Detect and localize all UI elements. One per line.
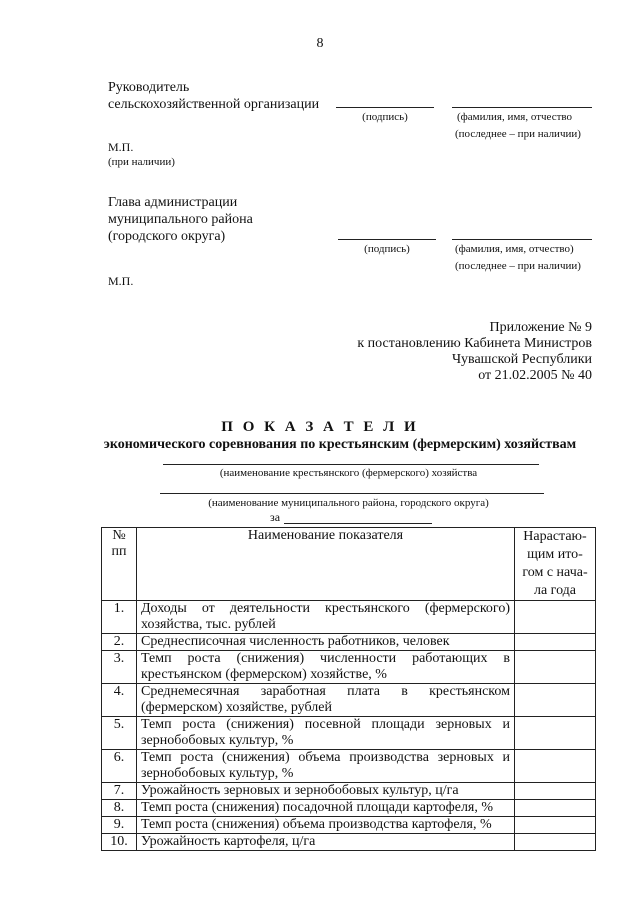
- indicator-name: Доходы от деятельности крестьянского (фермерского) хозяйства, тыс. рублей: [137, 601, 515, 634]
- page-number: 8: [316, 36, 324, 51]
- document-title: П О К А З А Т Е Л И: [221, 419, 419, 435]
- admin-title-line3: (городского округа): [108, 229, 226, 244]
- signature-line: [336, 107, 434, 108]
- signature-caption: (подпись): [362, 111, 408, 123]
- appendix-line4: от 21.02.2005 № 40: [478, 368, 592, 383]
- row-number: 2.: [102, 634, 137, 651]
- name-caption-line1: (фамилия, имя, отчество: [457, 111, 573, 123]
- table-header-row: [102, 528, 596, 601]
- appendix-line2: к постановлению Кабинета Министров: [357, 336, 592, 351]
- head-title-line2: сельскохозяйственной организации: [108, 97, 320, 112]
- indicator-name: Среднесписочная численность работников, человек: [137, 634, 515, 651]
- name-line: [452, 239, 592, 240]
- stamp-label: М.П.: [108, 274, 134, 288]
- indicator-name: Среднемесячная заработная плата в крестьянском (фермерском) хозяйстве, рублей: [137, 684, 515, 717]
- table-row: [102, 800, 596, 817]
- indicator-value-cell[interactable]: [515, 834, 596, 851]
- table-row: [102, 817, 596, 834]
- header-num-line2: пп: [111, 544, 127, 559]
- table-row: [102, 601, 596, 634]
- farm-name-caption: (наименование крестьянского (фермерского) хозяйства: [219, 467, 478, 479]
- row-number: 10.: [102, 834, 137, 851]
- period-label: за: [270, 510, 281, 524]
- indicator-value-cell[interactable]: [515, 800, 596, 817]
- table-row: [102, 634, 596, 651]
- indicator-name: Темп роста (снижения) численности работающих в крестьянском (фермерском) хозяйстве, %: [137, 651, 515, 684]
- district-name-caption: (наименование муниципального района, городского округа): [208, 497, 489, 509]
- indicator-name: Темп роста (снижения) посевной площади зерновых и зернобобовых культур, %: [137, 717, 515, 750]
- stamp-note: (при наличии): [108, 156, 175, 168]
- name-line: [452, 107, 592, 108]
- indicator-value-cell[interactable]: [515, 601, 596, 634]
- indicator-value-cell[interactable]: [515, 651, 596, 684]
- head-title-line1: Руководитель: [108, 80, 190, 95]
- row-number: 8.: [102, 800, 137, 817]
- indicator-name: Урожайность картофеля, ц/га: [137, 834, 515, 851]
- indicator-name: Темп роста (снижения) посадочной площади картофеля, %: [137, 800, 515, 817]
- admin-title-line2: муниципального района: [108, 212, 253, 227]
- indicators-table: [101, 527, 596, 851]
- row-number: 9.: [102, 817, 137, 834]
- district-name-line: [160, 493, 544, 494]
- farm-name-line: [163, 464, 539, 465]
- table-row: [102, 651, 596, 684]
- document-subtitle: экономического соревнования по крестьянским (фермерским) хозяйствам: [103, 437, 577, 452]
- row-number: 3.: [102, 651, 137, 684]
- indicator-name: Темп роста (снижения) объема производства зерновых и зернобобовых культур, %: [137, 750, 515, 783]
- row-number: 6.: [102, 750, 137, 783]
- signature-line: [338, 239, 436, 240]
- row-number: 7.: [102, 783, 137, 800]
- indicator-value-cell[interactable]: [515, 817, 596, 834]
- header-num: [102, 528, 137, 601]
- appendix-line1: Приложение № 9: [489, 320, 592, 335]
- indicator-name: Урожайность зерновых и зернобобовых культур, ц/га: [137, 783, 515, 800]
- header-name: Наименование показателя: [137, 528, 515, 601]
- table-row: [102, 717, 596, 750]
- name-caption-line2: (последнее – при наличии): [455, 128, 581, 140]
- admin-title-line1: Глава администрации: [108, 195, 238, 210]
- header-value: Нарастаю-щим ито-гом с нача-ла года: [515, 528, 596, 601]
- table-row: [102, 834, 596, 851]
- row-number: 4.: [102, 684, 137, 717]
- row-number: 5.: [102, 717, 137, 750]
- indicator-value-cell[interactable]: [515, 634, 596, 651]
- header-num-line1: №: [112, 528, 126, 543]
- indicator-value-cell[interactable]: [515, 783, 596, 800]
- indicator-value-cell[interactable]: [515, 750, 596, 783]
- row-number: 1.: [102, 601, 137, 634]
- appendix-line3: Чувашской Республики: [451, 352, 592, 367]
- period-line: [284, 523, 432, 524]
- table-row: [102, 783, 596, 800]
- table-row: [102, 684, 596, 717]
- indicator-value-cell[interactable]: [515, 717, 596, 750]
- name-caption-line1: (фамилия, имя, отчество): [455, 243, 574, 255]
- stamp-label: М.П.: [108, 140, 134, 154]
- signature-caption: (подпись): [364, 243, 410, 255]
- indicator-value-cell[interactable]: [515, 684, 596, 717]
- table-row: [102, 750, 596, 783]
- name-caption-line2: (последнее – при наличии): [455, 260, 581, 272]
- indicator-name: Темп роста (снижения) объема производства картофеля, %: [137, 817, 515, 834]
